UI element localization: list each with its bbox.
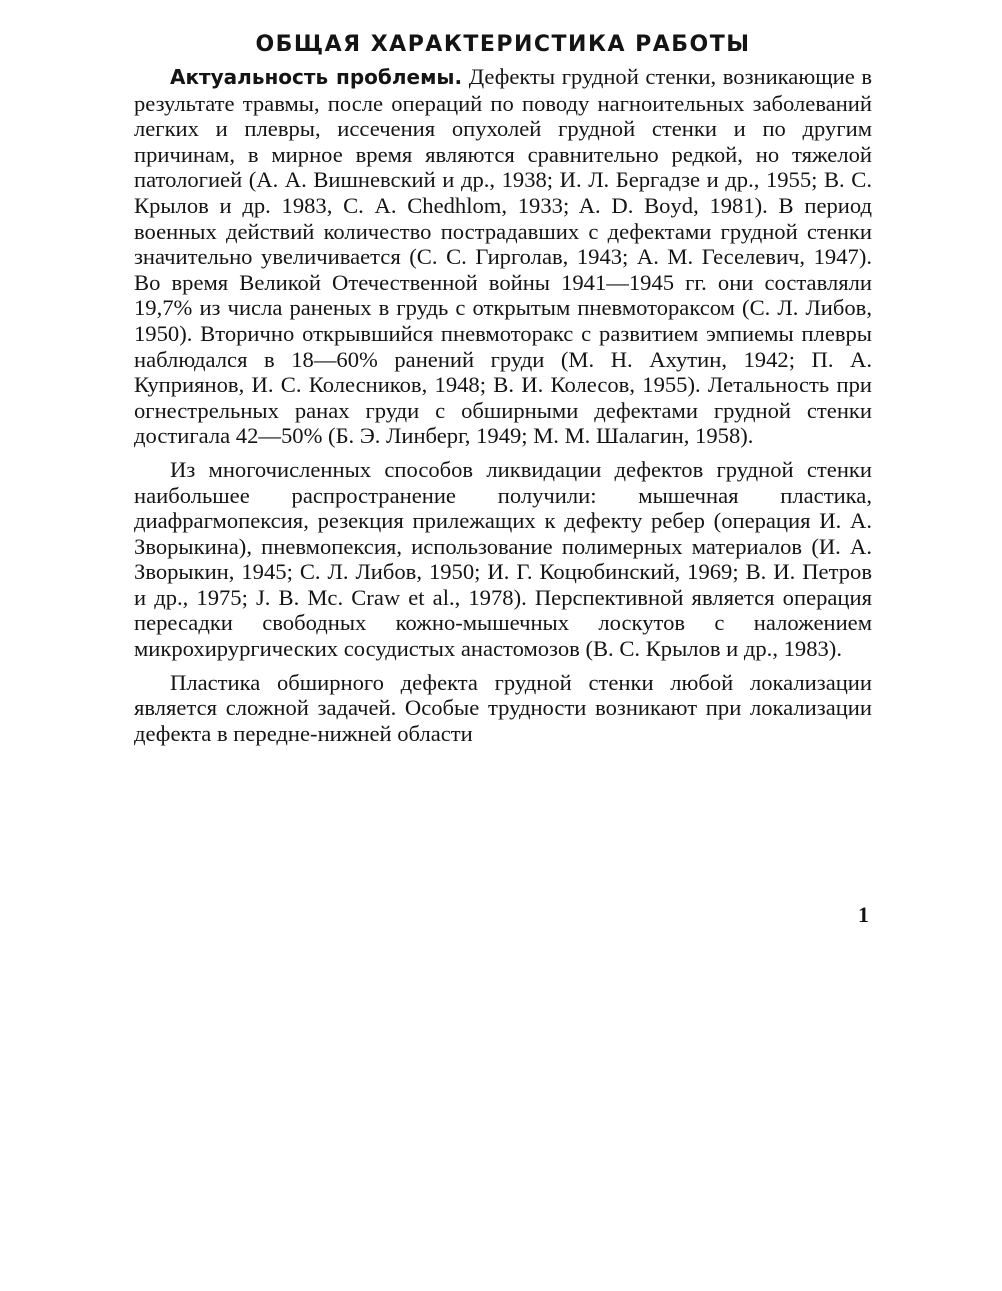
page-number: 1 [858,902,869,927]
page-title: ОБЩАЯ ХАРАКТЕРИСТИКА РАБОТЫ [255,32,751,57]
paragraph-text: Из многочисленных способов ликвидации дефектов грудной стенки наибольшее распространение получили: мышечная пластика, диафрагмопексия, резекция прилежащих к дефекту ребер (операция И. А. Зворыкина), пневмопексия, использование полимерных материалов (И. А. Зворыкин, 1945; С. Л. Либов, 1950; И. Г. Коцюбинский, 1969; В. И. Петров и др., 1975; J. B. Mc. Craw et al., 1978). Перспективной является операция пересадки свободных кожно-мышечных лоскутов с наложением микрохирургических сосудистых анастомозов (В. С. Крылов и др., 1983). [134,456,872,662]
paragraph-lead: Актуальность проблемы. [170,65,463,89]
paragraph-plastics [134,670,872,747]
paragraph-text: Дефекты грудной стенки, возникающие в результате травмы, после операций по поводу нагноительных заболеваний легких и плевры, иссечения опухолей грудной стенки и по другим причинам, в мирное время являются сравнительно редкой, но тяжелой патологией (А. А. Вишневский и др., 1938; И. Л. Бергадзе и др., 1955; В. С. Крылов и др. 1983, С. А. Chedhlom, 1933; A. D. Boyd, 1981). В период военных действий количество пострадавших с дефектами грудной стенки значительно увеличивается (С. С. Гирголав, 1943; А. М. Геселевич, 1947). Во время Великой Отечественной войны 1941—1945 гг. они составляли 19,7% из числа раненых в грудь с открытым пневмотораксом (С. Л. Либов, 1950). Вторично открывшийся пневмоторакс с развитием эмпиемы плевры наблюдался в 18—60% ранений груди (М. Н. Ахутин, 1942; П. А. Куприянов, И. С. Колесников, 1948; В. И. Колесов, 1955). Летальность при огнестрельных ранах груди с обширными дефектами грудной стенки достигала 42—50% (Б. Э. Линберг, 1949; М. М. Шалагин, 1958). [134,64,872,449]
paragraph-methods [134,457,872,662]
paragraph-relevance [134,64,872,449]
document-page [134,30,872,746]
paragraph-text: Пластика обширного дефекта грудной стенки любой локализации является сложной задачей. Особые трудности возникают при локализации дефекта в передне-нижней области [134,669,872,746]
